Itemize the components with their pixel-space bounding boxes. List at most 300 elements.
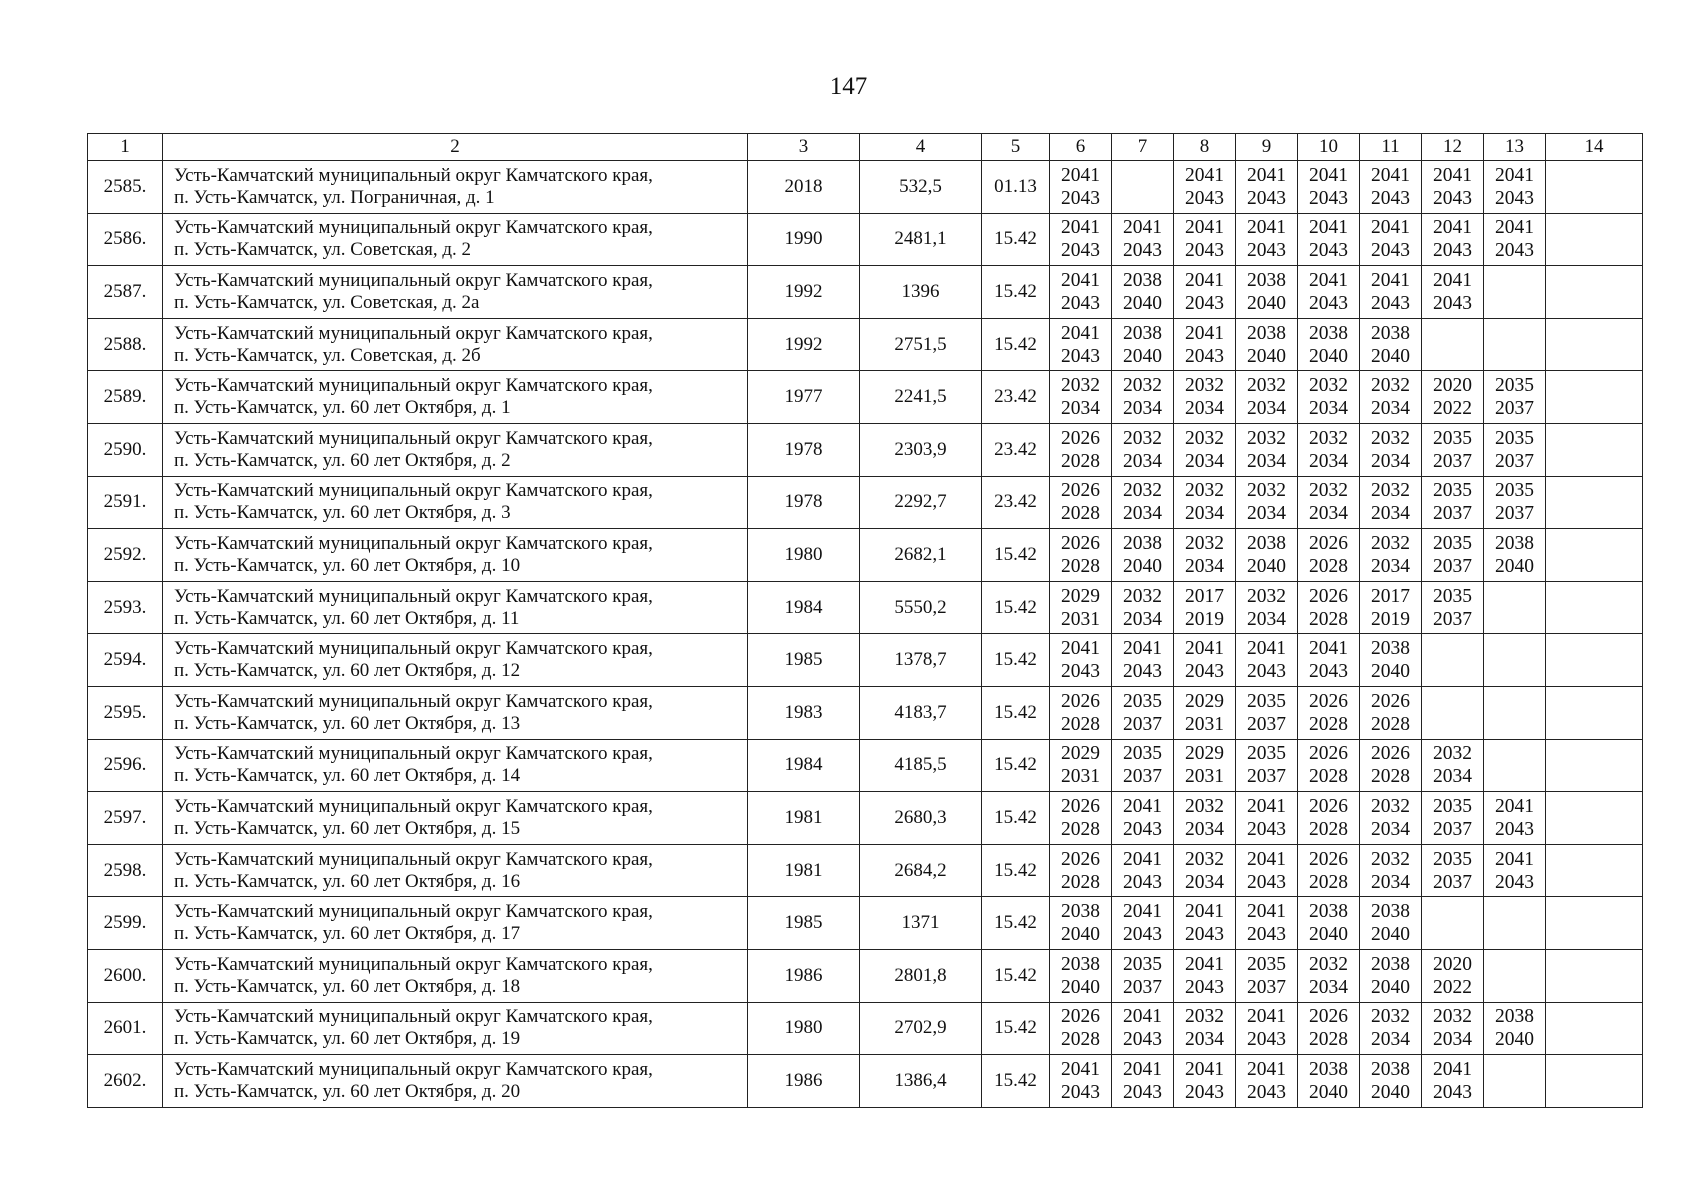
term-cell-col-9 xyxy=(1236,423,1298,476)
term-end-year: 2034 xyxy=(1185,818,1224,840)
construction-year: 1984 xyxy=(748,739,860,792)
address-line-district: Усть-Камчатский муниципальный округ Камчатского края, xyxy=(174,164,653,186)
term-end-year: 2028 xyxy=(1309,1029,1348,1051)
term-end-year: 2043 xyxy=(1247,924,1286,946)
term-start-year: 2041 xyxy=(1247,1058,1286,1080)
term-start-year: 2032 xyxy=(1371,375,1410,397)
table-row xyxy=(88,161,1643,214)
table-row xyxy=(88,318,1643,371)
term-cell-col-8 xyxy=(1174,634,1236,687)
term-end-year: 2043 xyxy=(1185,976,1224,998)
address-line-street: п. Усть-Камчатск, ул. 60 лет Октября, д. 19 xyxy=(174,1028,521,1050)
term-end-year: 2043 xyxy=(1185,240,1224,262)
address-line-district: Усть-Камчатский муниципальный округ Камчатского края, xyxy=(174,690,653,712)
address-line-district: Усть-Камчатский муниципальный округ Камчатского края, xyxy=(174,1058,653,1080)
registry-table xyxy=(87,133,1643,1108)
code-cell: 15.42 xyxy=(982,1002,1050,1055)
address-cell xyxy=(163,844,748,897)
term-cell-col-9 xyxy=(1236,844,1298,897)
term-end-year: 2028 xyxy=(1309,713,1348,735)
term-cell-col-6 xyxy=(1050,266,1112,319)
term-start-year: 2038 xyxy=(1247,269,1286,291)
table-row xyxy=(88,949,1643,1002)
term-start-year: 2032 xyxy=(1185,532,1224,554)
address-cell xyxy=(163,423,748,476)
term-start-year: 2038 xyxy=(1247,532,1286,554)
term-cell-col-12 xyxy=(1422,1002,1484,1055)
term-cell-col-12 xyxy=(1422,897,1484,950)
term-end-year: 2043 xyxy=(1247,1081,1286,1103)
term-start-year: 2038 xyxy=(1123,532,1162,554)
code-cell: 01.13 xyxy=(982,161,1050,214)
address-line-street: п. Усть-Камчатск, ул. 60 лет Октября, д. 3 xyxy=(174,502,511,524)
term-end-year: 2037 xyxy=(1495,398,1534,420)
term-cell-col-6 xyxy=(1050,581,1112,634)
term-cell-col-11 xyxy=(1360,844,1422,897)
term-start-year: 2032 xyxy=(1309,427,1348,449)
address-line-district: Усть-Камчатский муниципальный округ Камчатского края, xyxy=(174,901,653,923)
term-end-year: 2034 xyxy=(1309,976,1348,998)
term-start-year: 2035 xyxy=(1495,427,1534,449)
term-end-year: 2028 xyxy=(1309,766,1348,788)
table-row xyxy=(88,529,1643,582)
term-cell-col-14 xyxy=(1546,1002,1643,1055)
term-cell-col-14 xyxy=(1546,792,1643,845)
address-line-street: п. Усть-Камчатск, ул. 60 лет Октября, д. 15 xyxy=(174,817,521,839)
term-start-year: 2032 xyxy=(1123,480,1162,502)
column-header-2: 2 xyxy=(163,134,748,161)
term-cell-col-9 xyxy=(1236,371,1298,424)
construction-year: 1986 xyxy=(748,1055,860,1108)
term-end-year: 2043 xyxy=(1123,871,1162,893)
term-cell-col-13 xyxy=(1484,423,1546,476)
term-end-year: 2034 xyxy=(1247,503,1286,525)
term-start-year: 2041 xyxy=(1123,901,1162,923)
term-end-year: 2043 xyxy=(1185,924,1224,946)
address-line-street: п. Усть-Камчатск, ул. Пограничная, д. 1 xyxy=(174,186,495,208)
term-cell-col-11 xyxy=(1360,213,1422,266)
term-end-year: 2037 xyxy=(1123,976,1162,998)
term-end-year: 2037 xyxy=(1247,713,1286,735)
term-end-year: 2019 xyxy=(1371,608,1410,630)
code-cell: 15.42 xyxy=(982,844,1050,897)
term-start-year: 2041 xyxy=(1495,795,1534,817)
term-cell-col-13 xyxy=(1484,371,1546,424)
term-start-year: 2032 xyxy=(1123,427,1162,449)
term-end-year: 2040 xyxy=(1309,1081,1348,1103)
term-cell-col-8 xyxy=(1174,1055,1236,1108)
term-end-year: 2043 xyxy=(1061,345,1100,367)
term-cell-col-7 xyxy=(1112,266,1174,319)
address-line-street: п. Усть-Камчатск, ул. 60 лет Октября, д. 10 xyxy=(174,554,521,576)
column-header-7: 7 xyxy=(1112,134,1174,161)
term-cell-col-8 xyxy=(1174,739,1236,792)
term-cell-col-13 xyxy=(1484,318,1546,371)
code-cell: 15.42 xyxy=(982,1055,1050,1108)
term-cell-col-8 xyxy=(1174,213,1236,266)
area-cell: 2751,5 xyxy=(860,318,982,371)
code-cell: 15.42 xyxy=(982,266,1050,319)
term-end-year: 2040 xyxy=(1371,976,1410,998)
term-end-year: 2034 xyxy=(1123,503,1162,525)
term-end-year: 2040 xyxy=(1371,1081,1410,1103)
term-cell-col-13 xyxy=(1484,213,1546,266)
address-line-street: п. Усть-Камчатск, ул. 60 лет Октября, д. 13 xyxy=(174,712,521,734)
term-end-year: 2043 xyxy=(1061,661,1100,683)
term-start-year: 2041 xyxy=(1309,164,1348,186)
term-end-year: 2037 xyxy=(1495,450,1534,472)
term-end-year: 2034 xyxy=(1309,398,1348,420)
term-cell-col-8 xyxy=(1174,792,1236,845)
term-start-year: 2041 xyxy=(1247,848,1286,870)
address-line-street: п. Усть-Камчатск, ул. 60 лет Октября, д. 20 xyxy=(174,1080,521,1102)
code-cell: 15.42 xyxy=(982,213,1050,266)
term-end-year: 2040 xyxy=(1371,661,1410,683)
term-cell-col-6 xyxy=(1050,476,1112,529)
term-start-year: 2041 xyxy=(1495,848,1534,870)
address-line-street: п. Усть-Камчатск, ул. 60 лет Октября, д. 17 xyxy=(174,923,521,945)
term-start-year: 2035 xyxy=(1495,480,1534,502)
term-start-year: 2041 xyxy=(1247,795,1286,817)
term-start-year: 2041 xyxy=(1247,217,1286,239)
term-end-year: 2043 xyxy=(1247,1029,1286,1051)
address-line-district: Усть-Камчатский муниципальный округ Камчатского края, xyxy=(174,795,653,817)
term-start-year: 2017 xyxy=(1185,585,1224,607)
term-cell-col-6 xyxy=(1050,949,1112,1002)
term-end-year: 2043 xyxy=(1123,818,1162,840)
construction-year: 1984 xyxy=(748,581,860,634)
term-end-year: 2037 xyxy=(1433,608,1472,630)
column-header-4: 4 xyxy=(860,134,982,161)
term-start-year: 2041 xyxy=(1185,269,1224,291)
term-start-year: 2017 xyxy=(1371,585,1410,607)
term-start-year: 2041 xyxy=(1309,638,1348,660)
term-start-year: 2041 xyxy=(1185,1058,1224,1080)
term-end-year: 2034 xyxy=(1185,871,1224,893)
term-cell-col-14 xyxy=(1546,949,1643,1002)
term-start-year: 2038 xyxy=(1123,269,1162,291)
term-start-year: 2020 xyxy=(1433,375,1472,397)
term-cell-col-7 xyxy=(1112,581,1174,634)
term-start-year: 2038 xyxy=(1309,1058,1348,1080)
term-end-year: 2040 xyxy=(1247,345,1286,367)
page-number: 147 xyxy=(829,73,868,100)
term-cell-col-13 xyxy=(1484,161,1546,214)
term-start-year: 2041 xyxy=(1185,953,1224,975)
term-cell-col-11 xyxy=(1360,1055,1422,1108)
term-end-year: 2043 xyxy=(1061,1081,1100,1103)
table-row xyxy=(88,739,1643,792)
term-cell-col-11 xyxy=(1360,1002,1422,1055)
term-start-year: 2026 xyxy=(1061,480,1100,502)
term-cell-col-9 xyxy=(1236,318,1298,371)
term-start-year: 2026 xyxy=(1309,690,1348,712)
address-cell xyxy=(163,739,748,792)
term-cell-col-13 xyxy=(1484,581,1546,634)
column-header-10: 10 xyxy=(1298,134,1360,161)
term-end-year: 2040 xyxy=(1123,292,1162,314)
term-start-year: 2041 xyxy=(1123,638,1162,660)
term-start-year: 2041 xyxy=(1123,848,1162,870)
term-cell-col-14 xyxy=(1546,739,1643,792)
term-start-year: 2032 xyxy=(1433,1006,1472,1028)
term-cell-col-7 xyxy=(1112,1055,1174,1108)
term-cell-col-14 xyxy=(1546,423,1643,476)
term-cell-col-11 xyxy=(1360,897,1422,950)
address-cell xyxy=(163,792,748,845)
term-end-year: 2043 xyxy=(1185,1081,1224,1103)
term-cell-col-10 xyxy=(1298,161,1360,214)
term-cell-col-7 xyxy=(1112,371,1174,424)
term-start-year: 2041 xyxy=(1123,217,1162,239)
term-start-year: 2026 xyxy=(1371,743,1410,765)
term-cell-col-9 xyxy=(1236,1002,1298,1055)
term-cell-col-10 xyxy=(1298,634,1360,687)
term-cell-col-11 xyxy=(1360,476,1422,529)
address-cell xyxy=(163,1002,748,1055)
term-start-year: 2038 xyxy=(1371,1058,1410,1080)
term-end-year: 2043 xyxy=(1371,240,1410,262)
term-start-year: 2035 xyxy=(1247,743,1286,765)
term-cell-col-7 xyxy=(1112,529,1174,582)
construction-year: 1978 xyxy=(748,476,860,529)
row-number: 2601. xyxy=(88,1002,163,1055)
term-end-year: 2040 xyxy=(1309,345,1348,367)
term-start-year: 2035 xyxy=(1123,953,1162,975)
term-cell-col-14 xyxy=(1546,897,1643,950)
term-cell-col-11 xyxy=(1360,686,1422,739)
term-cell-col-14 xyxy=(1546,634,1643,687)
term-cell-col-7 xyxy=(1112,686,1174,739)
row-number: 2598. xyxy=(88,844,163,897)
term-cell-col-7 xyxy=(1112,739,1174,792)
term-cell-col-9 xyxy=(1236,266,1298,319)
term-start-year: 2035 xyxy=(1495,375,1534,397)
term-end-year: 2043 xyxy=(1123,924,1162,946)
term-cell-col-6 xyxy=(1050,897,1112,950)
column-header-11: 11 xyxy=(1360,134,1422,161)
address-line-street: п. Усть-Камчатск, ул. Советская, д. 2 xyxy=(174,239,472,261)
term-cell-col-14 xyxy=(1546,266,1643,319)
term-end-year: 2037 xyxy=(1433,818,1472,840)
term-start-year: 2041 xyxy=(1123,1058,1162,1080)
term-end-year: 2043 xyxy=(1433,187,1472,209)
area-cell: 4183,7 xyxy=(860,686,982,739)
term-cell-col-8 xyxy=(1174,423,1236,476)
term-start-year: 2032 xyxy=(1371,848,1410,870)
term-end-year: 2028 xyxy=(1061,1029,1100,1051)
term-cell-col-13 xyxy=(1484,792,1546,845)
construction-year: 1981 xyxy=(748,844,860,897)
term-start-year: 2026 xyxy=(1309,1006,1348,1028)
term-end-year: 2037 xyxy=(1495,503,1534,525)
term-end-year: 2043 xyxy=(1247,871,1286,893)
term-end-year: 2028 xyxy=(1061,555,1100,577)
term-start-year: 2041 xyxy=(1309,269,1348,291)
term-end-year: 2028 xyxy=(1061,818,1100,840)
term-end-year: 2034 xyxy=(1371,818,1410,840)
term-cell-col-10 xyxy=(1298,792,1360,845)
term-cell-col-13 xyxy=(1484,266,1546,319)
term-end-year: 2040 xyxy=(1123,345,1162,367)
term-cell-col-12 xyxy=(1422,476,1484,529)
term-cell-col-12 xyxy=(1422,161,1484,214)
term-end-year: 2028 xyxy=(1309,555,1348,577)
term-start-year: 2035 xyxy=(1433,427,1472,449)
address-cell xyxy=(163,686,748,739)
term-start-year: 2038 xyxy=(1371,638,1410,660)
term-cell-col-10 xyxy=(1298,318,1360,371)
header-row xyxy=(88,134,1643,161)
row-number: 2600. xyxy=(88,949,163,1002)
address-line-street: п. Усть-Камчатск, ул. 60 лет Октября, д. 14 xyxy=(174,765,521,787)
term-cell-col-10 xyxy=(1298,949,1360,1002)
area-cell: 2303,9 xyxy=(860,423,982,476)
term-cell-col-6 xyxy=(1050,844,1112,897)
area-cell: 1396 xyxy=(860,266,982,319)
address-line-district: Усть-Камчатский муниципальный округ Камчатского края, xyxy=(174,638,653,660)
term-end-year: 2034 xyxy=(1247,450,1286,472)
row-number: 2595. xyxy=(88,686,163,739)
column-header-1: 1 xyxy=(88,134,163,161)
row-number: 2589. xyxy=(88,371,163,424)
term-cell-col-12 xyxy=(1422,949,1484,1002)
code-cell: 15.42 xyxy=(982,897,1050,950)
address-line-street: п. Усть-Камчатск, ул. 60 лет Октября, д. 12 xyxy=(174,660,521,682)
code-cell: 15.42 xyxy=(982,739,1050,792)
term-cell-col-7 xyxy=(1112,634,1174,687)
area-cell: 2682,1 xyxy=(860,529,982,582)
term-start-year: 2041 xyxy=(1433,269,1472,291)
row-number: 2599. xyxy=(88,897,163,950)
term-start-year: 2032 xyxy=(1061,375,1100,397)
term-cell-col-13 xyxy=(1484,844,1546,897)
address-line-street: п. Усть-Камчатск, ул. 60 лет Октября, д. 11 xyxy=(174,607,520,629)
term-cell-col-11 xyxy=(1360,423,1422,476)
term-cell-col-6 xyxy=(1050,213,1112,266)
term-cell-col-12 xyxy=(1422,1055,1484,1108)
term-end-year: 2043 xyxy=(1185,345,1224,367)
term-end-year: 2022 xyxy=(1433,398,1472,420)
address-cell xyxy=(163,318,748,371)
term-end-year: 2034 xyxy=(1185,1029,1224,1051)
term-start-year: 2026 xyxy=(1061,848,1100,870)
term-start-year: 2041 xyxy=(1495,164,1534,186)
term-cell-col-7 xyxy=(1112,161,1174,214)
column-header-6: 6 xyxy=(1050,134,1112,161)
term-start-year: 2032 xyxy=(1123,585,1162,607)
term-cell-col-10 xyxy=(1298,529,1360,582)
term-cell-col-6 xyxy=(1050,634,1112,687)
code-cell: 23.42 xyxy=(982,371,1050,424)
term-cell-col-13 xyxy=(1484,739,1546,792)
table-row xyxy=(88,792,1643,845)
column-header-9: 9 xyxy=(1236,134,1298,161)
term-start-year: 2038 xyxy=(1371,322,1410,344)
row-number: 2590. xyxy=(88,423,163,476)
address-line-district: Усть-Камчатский муниципальный округ Камчатского края, xyxy=(174,585,653,607)
term-cell-col-10 xyxy=(1298,739,1360,792)
term-end-year: 2043 xyxy=(1123,240,1162,262)
term-start-year: 2041 xyxy=(1433,164,1472,186)
term-end-year: 2037 xyxy=(1247,976,1286,998)
term-end-year: 2043 xyxy=(1371,292,1410,314)
term-end-year: 2043 xyxy=(1309,292,1348,314)
term-start-year: 2041 xyxy=(1371,269,1410,291)
term-cell-col-11 xyxy=(1360,529,1422,582)
term-start-year: 2026 xyxy=(1309,532,1348,554)
term-start-year: 2041 xyxy=(1123,795,1162,817)
term-start-year: 2029 xyxy=(1185,690,1224,712)
term-cell-col-8 xyxy=(1174,161,1236,214)
address-line-street: п. Усть-Камчатск, ул. Советская, д. 2б xyxy=(174,344,481,366)
area-cell: 4185,5 xyxy=(860,739,982,792)
term-cell-col-7 xyxy=(1112,213,1174,266)
column-header-14: 14 xyxy=(1546,134,1643,161)
term-end-year: 2043 xyxy=(1309,240,1348,262)
term-start-year: 2041 xyxy=(1247,901,1286,923)
construction-year: 1992 xyxy=(748,318,860,371)
term-cell-col-12 xyxy=(1422,581,1484,634)
term-end-year: 2031 xyxy=(1185,713,1224,735)
term-start-year: 2026 xyxy=(1309,848,1348,870)
term-cell-col-7 xyxy=(1112,318,1174,371)
area-cell: 2702,9 xyxy=(860,1002,982,1055)
term-end-year: 2031 xyxy=(1061,766,1100,788)
address-line-street: п. Усть-Камчатск, ул. Советская, д. 2а xyxy=(174,291,480,313)
term-start-year: 2041 xyxy=(1185,322,1224,344)
term-start-year: 2032 xyxy=(1309,480,1348,502)
term-cell-col-14 xyxy=(1546,371,1643,424)
term-start-year: 2038 xyxy=(1309,322,1348,344)
address-line-district: Усть-Камчатский муниципальный округ Камчатского края, xyxy=(174,1006,653,1028)
term-cell-col-6 xyxy=(1050,161,1112,214)
construction-year: 1978 xyxy=(748,423,860,476)
term-cell-col-14 xyxy=(1546,161,1643,214)
table-row xyxy=(88,581,1643,634)
address-line-district: Усть-Камчатский муниципальный округ Камчатского края, xyxy=(174,953,653,975)
term-cell-col-10 xyxy=(1298,1002,1360,1055)
area-cell: 5550,2 xyxy=(860,581,982,634)
address-line-district: Усть-Камчатский муниципальный округ Камчатского края, xyxy=(174,269,653,291)
code-cell: 23.42 xyxy=(982,423,1050,476)
term-end-year: 2040 xyxy=(1495,1029,1534,1051)
term-cell-col-9 xyxy=(1236,792,1298,845)
row-number: 2592. xyxy=(88,529,163,582)
term-start-year: 2026 xyxy=(1061,795,1100,817)
column-header-5: 5 xyxy=(982,134,1050,161)
term-end-year: 2043 xyxy=(1123,1081,1162,1103)
term-start-year: 2032 xyxy=(1371,480,1410,502)
term-cell-col-12 xyxy=(1422,739,1484,792)
term-start-year: 2041 xyxy=(1061,1058,1100,1080)
term-end-year: 2034 xyxy=(1123,608,1162,630)
term-cell-col-14 xyxy=(1546,529,1643,582)
term-end-year: 2022 xyxy=(1433,976,1472,998)
term-end-year: 2040 xyxy=(1061,976,1100,998)
address-line-district: Усть-Камчатский муниципальный округ Камчатского края, xyxy=(174,480,653,502)
term-cell-col-7 xyxy=(1112,1002,1174,1055)
term-cell-col-6 xyxy=(1050,686,1112,739)
address-line-district: Усть-Камчатский муниципальный округ Камчатского края, xyxy=(174,532,653,554)
term-end-year: 2043 xyxy=(1185,187,1224,209)
table-row xyxy=(88,686,1643,739)
row-number: 2594. xyxy=(88,634,163,687)
term-cell-col-8 xyxy=(1174,581,1236,634)
term-cell-col-6 xyxy=(1050,371,1112,424)
term-end-year: 2034 xyxy=(1309,450,1348,472)
term-end-year: 2040 xyxy=(1247,292,1286,314)
